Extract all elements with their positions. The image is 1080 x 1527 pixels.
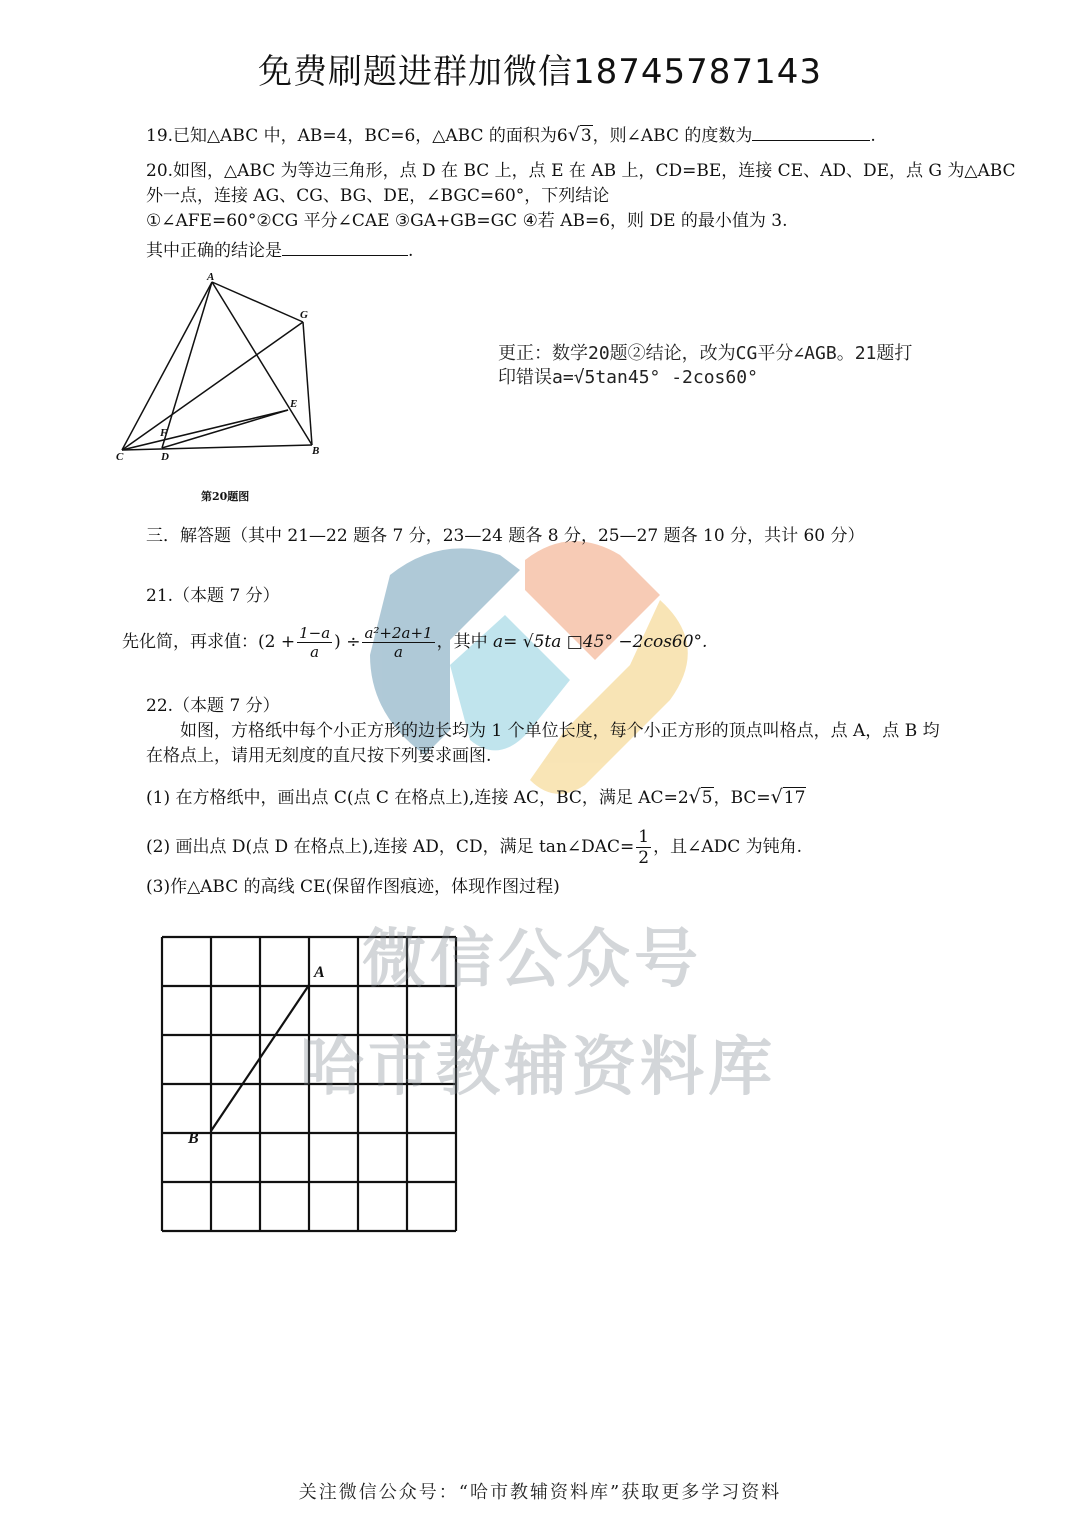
edge-AC: [122, 282, 212, 450]
label-D: D: [161, 451, 169, 463]
fraction-1: $\frac{1-a}{a}$: [299, 624, 331, 661]
label-F: F: [160, 427, 168, 439]
point-A-label: A: [314, 964, 325, 981]
answer-blank-20[interactable]: [282, 237, 408, 256]
q21-title: 21.（本题 7 分）: [146, 586, 280, 606]
sqrt-3: √3: [567, 124, 592, 146]
q20-triangle-figure: [110, 270, 330, 470]
question-19: 19.已知△ABC 中，AB=4，BC=6，△ABC 的面积为6√3，则∠ABC 的度数为 .: [146, 124, 876, 146]
fraction-half: $\frac{1}{2}$: [638, 827, 650, 868]
q22-part1: (1) 在方格纸中，画出点 C(点 C 在格点上),连接 AC，BC，满足 AC=2√5，BC=√17: [146, 786, 806, 808]
label-B: B: [312, 445, 320, 457]
label-C: C: [116, 451, 124, 463]
q20-line4: 其中正确的结论是 .: [146, 237, 413, 263]
footer-text: 关注微信公众号：“哈市教辅资料库”获取更多学习资料: [298, 1482, 782, 1503]
q20-line1: 20.如图，△ABC 为等边三角形，点 D 在 BC 上，点 E 在 AB 上，CD=BE，连接 CE、AD、DE，点 G 为△ABC: [146, 161, 1016, 181]
q22-part2: (2) 画出点 D(点 D 在格点上),连接 AD，CD，满足 tan∠DAC= $\frac{1}{2}$ ，且∠ADC 为钝角.: [146, 827, 803, 868]
watermark-line1: 微信公众号: [362, 923, 702, 997]
correction-note: [498, 342, 912, 390]
edge-AB: [212, 282, 312, 445]
q22-intro2: 在格点上，请用无刻度的直尺按下列要求画图.: [146, 746, 492, 766]
watermark-logo: [330, 515, 730, 815]
q20-line2: 外一点，连接 AG、CG、BG、DE，∠BGC=60°，下列结论: [146, 186, 610, 206]
q22-part3: (3)作△ABC 的高线 CE(保留作图痕迹，体现作图过程): [146, 877, 560, 897]
label-A: A: [207, 271, 215, 283]
q22-intro1: 如图，方格纸中每个小正方形的边长均为 1 个单位长度，每个小正方形的顶点叫格点，点 A，点 B 均: [180, 721, 940, 741]
edge-AG: [212, 282, 303, 322]
edge-DE: [162, 410, 288, 448]
figure-caption: 第20题图: [201, 490, 250, 503]
correction-line2: 印错误a=√5tan45° -2cos60°: [498, 367, 758, 388]
label-G: G: [300, 309, 308, 321]
q22-title: 22.（本题 7 分）: [146, 696, 280, 716]
q19-area-coef: 6: [556, 126, 568, 146]
edge-GB: [303, 322, 312, 445]
section3-heading: 三．解答题（其中 21—22 题各 7 分，23—24 题各 8 分，25—27 题各 10 分，共计 60 分）: [146, 526, 865, 546]
edge-AD: [162, 282, 212, 448]
point-B-label: B: [188, 1130, 199, 1147]
edge-CE: [122, 410, 288, 450]
header-title: 免费刷题进群加微信18745787143: [258, 52, 822, 92]
q20-line3: ①∠AFE=60°②CG 平分∠CAE ③GA+GB=GC ④若 AB=6，则 DE 的最小值为 3.: [146, 211, 788, 231]
correction-line1: 更正：数学20题②结论，改为CG平分∠AGB。21题打: [498, 343, 913, 364]
q19-prefix: 19.已知△ABC 中，AB=4，BC=6，△ABC 的面积为: [146, 126, 557, 146]
watermark-line2: 哈市教辅资料库: [300, 1031, 776, 1105]
edge-CB: [122, 445, 312, 450]
q21-expression: 先化简，再求值：(2 + $\frac{1-a}{a}$ ) ÷ $\frac{\text{a²+2a+1}}{a}$ ，其中 a= √5ta □45° −2cos60°.: [122, 624, 708, 661]
label-E: E: [290, 398, 298, 410]
q19-suffix: ，则∠ABC 的度数为: [592, 126, 753, 146]
answer-blank-19[interactable]: [752, 122, 870, 141]
fraction-2: $\frac{\text{a²+2a+1}}{a}$: [364, 624, 433, 661]
